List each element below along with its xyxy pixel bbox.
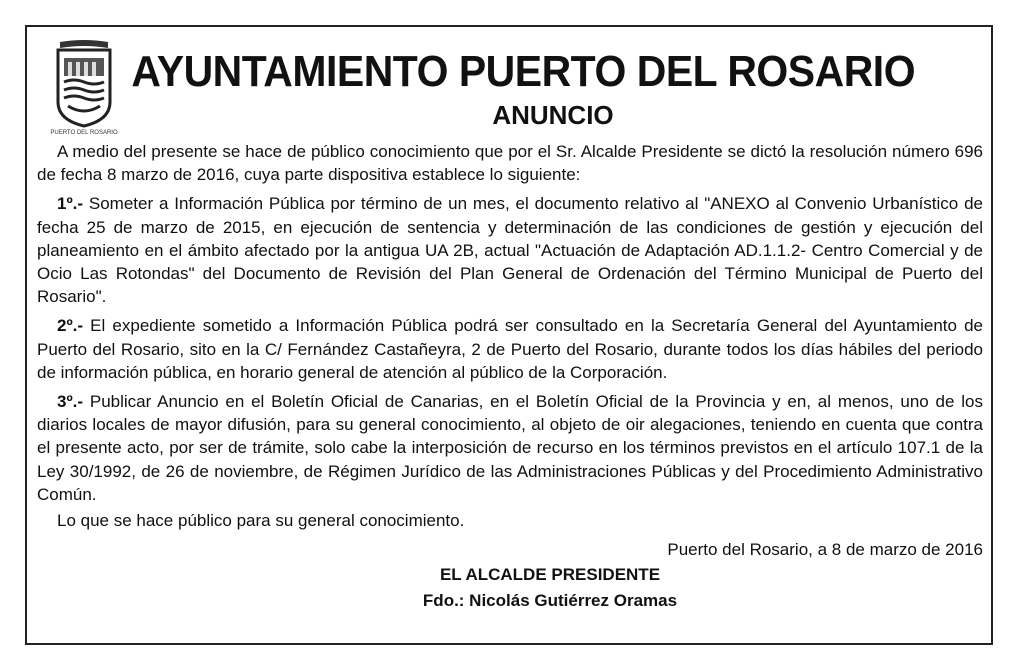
item-text: El expediente sometido a Información Pública podrá ser consultado en la Secretaría General del Ayuntamiento de Puerto del Rosario, sito en la C/ Fernández Castañeyra, 2 de Puerto del Rosario, durante todos los días hábiles del periodo de información pública, en horario general de atención al público de la Corporación. [37, 316, 983, 382]
logo-caption: PUERTO DEL ROSARIO [50, 130, 118, 136]
item-paragraph-2 [37, 314, 983, 384]
item-number: 2º.- [57, 316, 84, 336]
signer-name: Fdo.: Nicolás Gutiérrez Oramas [422, 590, 678, 610]
municipal-seal-logo [50, 36, 118, 136]
item-text: Publicar Anuncio en el Boletín Oficial de Canarias, en el Boletín Oficial de la Provincia y en, al menos, uno de los diarios locales de mayor difusión, para su general conocimiento, al objeto de oir alegaciones, teniendo en cuenta que contra el presente acto, por ser de trámite, solo cabe la interposición de recurso en los términos previstos en el artículo 107.1 de la Ley 30/1992, de 26 de noviembre, de Régimen Jurídico de las Administraciones Públicas y del Procedimiento Administrativo Común. [37, 392, 983, 504]
intro-paragraph: A medio del presente se hace de público conocimiento que por el Sr. Alcalde Presidente se dictó la resolución número 696 de fecha 8 marzo de 2016, cuya parte dispositiva establece lo siguiente: [37, 142, 983, 185]
notice-body [37, 140, 983, 612]
item-number: 3º.- [57, 392, 84, 412]
place-date: Puerto del Rosario, a 8 de marzo de 2016 [667, 540, 983, 560]
notice-subtitle: ANUNCIO [492, 100, 614, 130]
item-paragraph-1 [37, 192, 983, 308]
item-paragraph-3 [37, 390, 983, 506]
signer-role: EL ALCALDE PRESIDENTE [439, 565, 661, 585]
item-text: Someter a Información Pública por término de un mes, el documento relativo al "ANEXO al Convenio Urbanístico de fecha 25 de marzo de 2015, en ejecución de sentencia y determinación de las condiciones de gestión y ejecución del planeamiento en el ámbito afectado por la antigua UA 2B, actual "Actuación de Adaptación AD.1.1.2- Centro Comercial y de Ocio Las Rotondas" del Documento de Revisión del Plan General de Ordenación del Término Municipal de Puerto del Rosario". [37, 194, 983, 307]
closing-paragraph: Lo que se hace público para su general conocimiento. [57, 511, 465, 531]
page-title: AYUNTAMIENTO PUERTO DEL ROSARIO [131, 47, 916, 96]
item-number: 1º.- [57, 194, 84, 214]
